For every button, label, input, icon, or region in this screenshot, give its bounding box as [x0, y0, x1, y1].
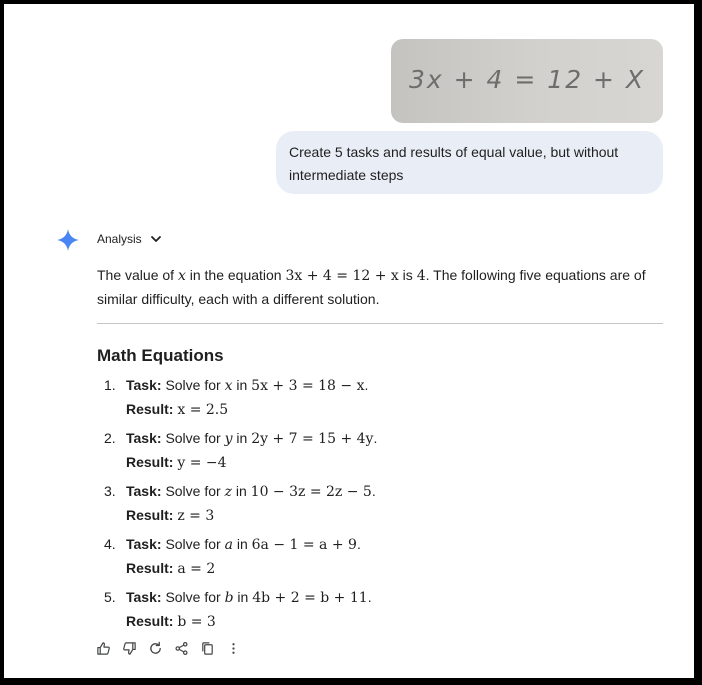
result-line: [126, 504, 663, 528]
task-item: [97, 586, 663, 633]
task-text: in: [231, 483, 251, 499]
result-value: x = 2.5: [177, 401, 229, 418]
divider: [97, 323, 663, 324]
task-item: [97, 374, 663, 421]
result-value: a = 2: [177, 560, 216, 577]
thumbs-up-button[interactable]: [95, 640, 112, 657]
result-label: Result:: [126, 612, 174, 629]
task-text: in: [232, 536, 252, 552]
task-label: Task:: [126, 483, 162, 499]
result-line: [126, 557, 663, 581]
task-item: [97, 480, 663, 527]
result-line: [126, 451, 663, 475]
task-line: Task: Solve for x in 5x + 3 = 18 − x.: [126, 377, 369, 394]
result-line: [126, 398, 663, 422]
user-message-bubble: [276, 131, 663, 194]
result-label: Result:: [126, 559, 174, 576]
result-value: b = 3: [177, 613, 216, 630]
intro-value: 4: [416, 268, 426, 284]
task-variable: x: [224, 378, 233, 394]
copy-button[interactable]: [199, 640, 216, 657]
regenerate-icon: [148, 641, 163, 656]
task-number: 5.: [104, 589, 116, 605]
intro-text: in the equation: [185, 267, 286, 283]
result-value: y = −4: [177, 454, 227, 471]
task-equation: 10 − 3z = 2z − 5: [250, 484, 372, 500]
analysis-label: Analysis: [97, 232, 142, 246]
task-item: [97, 533, 663, 580]
task-equation: 4b + 2 = b + 11: [252, 590, 368, 606]
task-number: 1.: [104, 377, 116, 393]
result-line: [126, 610, 663, 634]
task-label: Task:: [126, 536, 162, 552]
more-icon: [226, 641, 241, 656]
task-text: Solve for: [165, 589, 225, 605]
result-label: Result:: [126, 453, 174, 470]
copy-icon: [200, 641, 215, 656]
task-text: in: [233, 589, 253, 605]
task-text: Solve for: [165, 377, 225, 393]
intro-text: . The following five equations are of similar difficulty, each with a different solution.: [97, 267, 646, 307]
share-button[interactable]: [173, 640, 190, 657]
chevron-down-icon: [150, 233, 162, 245]
task-label: Task:: [126, 430, 162, 446]
user-message-text: Create 5 tasks and results of equal value, but without intermediate steps: [289, 144, 619, 183]
chat-window: [4, 4, 694, 678]
task-text: Solve for: [165, 483, 225, 499]
task-label: Task:: [126, 589, 162, 605]
task-item: [97, 427, 663, 474]
response-actions: [95, 640, 242, 657]
intro-variable: x: [177, 268, 186, 284]
intro-text: The value of: [97, 267, 178, 283]
task-line: Task: Solve for y in 2y + 7 = 15 + 4y.: [126, 430, 378, 447]
task-number: 3.: [104, 483, 116, 499]
task-variable: a: [224, 537, 233, 553]
task-equation: 2y + 7 = 15 + 4y: [251, 431, 374, 447]
section-heading: Math Equations: [97, 346, 224, 365]
task-text: in: [232, 430, 252, 446]
result-label: Result:: [126, 400, 174, 417]
thumbs-down-button[interactable]: [121, 640, 138, 657]
task-number: 2.: [104, 430, 116, 446]
intro-text: is: [398, 267, 417, 283]
analysis-toggle[interactable]: [97, 232, 162, 246]
task-text: in: [232, 377, 252, 393]
task-variable: b: [224, 590, 234, 606]
intro-equation: 3x + 4 = 12 + x: [285, 268, 399, 284]
task-line: Task: Solve for z in 10 − 3z = 2z − 5.: [126, 483, 376, 500]
gemini-sparkle-icon: [56, 228, 80, 252]
result-label: Result:: [126, 506, 174, 523]
task-line: Task: Solve for b in 4b + 2 = b + 11.: [126, 589, 372, 606]
result-value: z = 3: [177, 507, 215, 524]
task-equation: 6a − 1 = a + 9: [251, 537, 357, 553]
thumbs-up-icon: [96, 641, 111, 656]
handwritten-equation: 3x + 4 = 12 + X: [409, 65, 646, 94]
task-label: Task:: [126, 377, 162, 393]
more-button[interactable]: [225, 640, 242, 657]
task-list: [97, 374, 663, 639]
uploaded-image[interactable]: [391, 39, 663, 123]
task-variable: z: [224, 484, 232, 500]
response-intro: [97, 264, 663, 311]
share-icon: [174, 641, 189, 656]
task-line: Task: Solve for a in 6a − 1 = a + 9.: [126, 536, 361, 553]
task-text: Solve for: [165, 430, 225, 446]
thumbs-down-icon: [122, 641, 137, 656]
task-equation: 5x + 3 = 18 − x: [251, 378, 365, 394]
task-variable: y: [224, 431, 233, 447]
task-number: 4.: [104, 536, 116, 552]
task-text: Solve for: [165, 536, 225, 552]
regenerate-button[interactable]: [147, 640, 164, 657]
